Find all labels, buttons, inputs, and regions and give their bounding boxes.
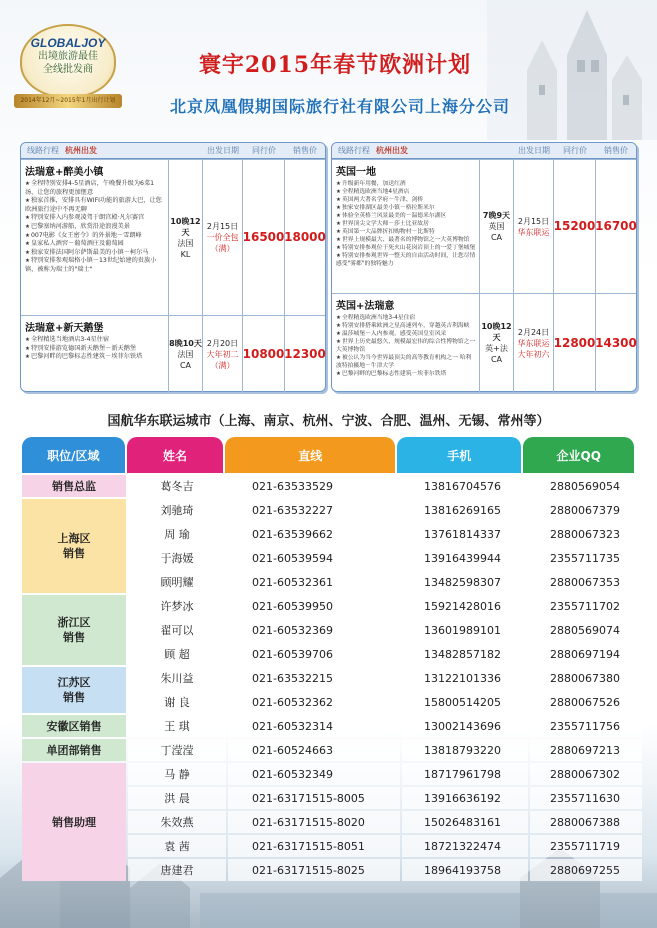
header-date: 出发日期: [207, 146, 239, 155]
departure-status: （满）: [210, 360, 235, 370]
contact-mobile: 13916636192: [402, 787, 528, 809]
logo-brand: GLOBALJOY: [30, 36, 106, 50]
contact-name: 朱川益: [128, 667, 226, 689]
trip-duration: 7晚9天: [482, 211, 511, 220]
contact-phone: 021-63533529: [228, 475, 400, 497]
logo-slogan-line2: 全线批发商: [43, 64, 93, 75]
sale-price: 14300: [595, 335, 637, 350]
product-highlights: [25, 180, 165, 275]
contact-name: 顾 超: [128, 643, 226, 665]
sale-price: 18000: [284, 230, 326, 244]
contact-table-header: [22, 437, 634, 473]
departure-date: 2月15日: [517, 216, 550, 226]
logo-badge: [14, 18, 122, 114]
sale-price: 12300: [284, 346, 326, 361]
highlight: ★ 独家首推，安排具有WIFI功能的旅游大巴，让您欧洲旅行途中不再无聊: [25, 197, 165, 214]
contact-phone: 021-60524663: [228, 739, 400, 761]
contact-row: [128, 547, 642, 569]
contact-row: [128, 571, 642, 593]
contact-phone: 021-60539594: [228, 547, 400, 569]
highlight: ★ 被公认为当今世界最顶尖的高等教育机构之一 哈利波特拍摄地－牛津大学: [336, 354, 476, 370]
contact-qq: 2355711702: [530, 595, 642, 617]
contact-row: [128, 715, 642, 737]
trip-airline: CA: [490, 233, 503, 242]
departure-date: 2月20日: [206, 338, 239, 348]
contact-name: 丁滢滢: [128, 739, 226, 761]
contact-qq: 2880697255: [530, 859, 642, 881]
departure-info: [514, 294, 554, 392]
contact-group-label: 销售总监: [22, 475, 126, 497]
departure-date: 2月15日: [206, 222, 239, 231]
highlight: ★ 特别安排参观瑞格小镇－13世纪始建的贵族小镇，被称为瑞士的"瑞士": [25, 257, 165, 274]
trip-airline: KL: [180, 249, 191, 259]
sale-price: 16700: [595, 219, 637, 233]
contact-phone: 021-60539706: [228, 643, 400, 665]
contact-mobile: 13122101336: [402, 667, 528, 689]
contact-qq: 2355711735: [530, 547, 642, 569]
contact-row: [128, 595, 642, 617]
trip-info: [480, 294, 514, 392]
trip-duration: 10晚12天: [170, 216, 201, 237]
contact-qq: 2880697213: [530, 739, 642, 761]
contact-mobile: 18964193758: [402, 859, 528, 881]
highlight: ★ 体验全英格兰风景最美的－温德米尔湖区: [336, 212, 476, 220]
contact-row: [128, 787, 642, 809]
departure-note: 一价全包: [206, 233, 239, 242]
contact-name: 周 瑜: [128, 523, 226, 545]
left-product-panel: [20, 142, 326, 392]
highlight: ★ 特别安排参观世界一整天的自由活动时间，让您尽情感受"雾都"的独特魅力: [336, 252, 476, 268]
trip-duration: 10晚12天: [481, 322, 512, 342]
departure-note: 华东联运: [517, 338, 550, 348]
departure-status: （满）: [210, 244, 235, 253]
product-name: 英国一地: [336, 167, 376, 178]
contact-row: [128, 523, 642, 545]
contact-phone: 021-60532349: [228, 763, 400, 785]
logo-medallion: [20, 24, 116, 98]
product-row: [332, 293, 636, 392]
product-name: 英国+法瑞意: [336, 301, 395, 312]
contact-phone: 021-63171515-8020: [228, 811, 400, 833]
contact-mobile: 13916439944: [402, 547, 528, 569]
departure-info: [203, 316, 243, 392]
contact-row: [128, 739, 642, 761]
departure-info: [514, 160, 554, 293]
peer-price: 16500: [243, 160, 285, 315]
contact-mobile: 13482598307: [402, 571, 528, 593]
contact-name: 袁 茜: [128, 835, 226, 857]
castle-illustration: [487, 0, 657, 140]
highlight: ★ 英国第一大品牌折扣购物村－比斯特: [336, 228, 476, 236]
header-sale-price: 销售价: [293, 146, 317, 155]
contact-row: [128, 619, 642, 641]
contact-mobile: 13482857182: [402, 643, 528, 665]
contact-row: [128, 643, 642, 665]
highlight: ★ 皇家私人酒窖－葡萄酒庄及葡萄园: [25, 240, 165, 249]
contact-name: 朱效燕: [128, 811, 226, 833]
header-route: 线路行程: [338, 146, 370, 155]
contact-name: 刘驰琦: [128, 499, 226, 521]
col-header-qq: 企业QQ: [523, 437, 634, 473]
contact-phone: 021-63539662: [228, 523, 400, 545]
contact-mobile: 15921428016: [402, 595, 528, 617]
contact-name: 谢 良: [128, 691, 226, 713]
connecting-cities-heading: 国航华东联运城市（上海、南京、杭州、宁波、合肥、温州、无锡、常州等）: [107, 414, 550, 429]
trip-airline: CA: [490, 355, 503, 364]
contact-name: 许梦冰: [128, 595, 226, 617]
highlight: ★ 全程特别安排4-5星酒店，午晚餐升级为6菜1汤，让您的旅程更加惬意: [25, 180, 165, 197]
highlight: ★ 全程精选欧洲当地3-4星住宿: [336, 314, 476, 322]
highlight: ★ 英国两大著名学府－牛津、剑桥: [336, 196, 476, 204]
contact-name: 洪 晨: [128, 787, 226, 809]
departure-note: 大年初二: [206, 349, 239, 359]
contact-phone: 021-63532215: [228, 667, 400, 689]
contact-qq: 2880067526: [530, 691, 642, 713]
highlight: ★ 世界上历史最悠久、规模最宏伟的综合性博物馆之一大英博物馆: [336, 338, 476, 354]
product-row: [332, 159, 636, 293]
col-header-region: 职位/区域: [22, 437, 125, 473]
departure-note: 华东联运: [517, 227, 550, 237]
contact-qq: 2880067302: [530, 763, 642, 785]
contact-name: 于海媛: [128, 547, 226, 569]
col-header-mobile: 手机: [397, 437, 521, 473]
contact-name: 马 静: [128, 763, 226, 785]
highlight: ★ 独家安排湖区最美小镇－格拉斯米尔: [336, 204, 476, 212]
trip-destination: 英国: [488, 222, 505, 231]
header-city: 杭州出发: [65, 146, 97, 155]
peer-price: 15200: [554, 160, 596, 293]
highlight: ★ 007电影《女王密令》的外景地－雪朗峰: [25, 232, 165, 241]
contact-qq: 2880067380: [530, 667, 642, 689]
contact-qq: 2880067388: [530, 811, 642, 833]
contact-qq: 2355711719: [530, 835, 642, 857]
trip-info: [480, 160, 514, 293]
contact-mobile: 13816269165: [402, 499, 528, 521]
peer-price: 12800: [554, 294, 596, 392]
contact-qq: 2355711756: [530, 715, 642, 737]
trip-airline: CA: [179, 360, 192, 370]
contact-qq: 2355711630: [530, 787, 642, 809]
contact-row: [128, 811, 642, 833]
contact-row: [128, 499, 642, 521]
header-peer-price: 同行价: [563, 146, 587, 155]
highlight: ★ 全程精选欧洲当地4星酒店: [336, 188, 476, 196]
contact-mobile: 13761814337: [402, 523, 528, 545]
contact-row: [128, 691, 642, 713]
contact-mobile: 13816704576: [402, 475, 528, 497]
contact-group-label: 安徽区销售: [22, 715, 126, 737]
contact-name: 王 琪: [128, 715, 226, 737]
contact-table-body: [22, 475, 634, 883]
contact-qq: 2880697194: [530, 643, 642, 665]
right-product-panel: [331, 142, 637, 392]
contact-mobile: 18717961798: [402, 763, 528, 785]
header-city: 杭州出发: [376, 146, 408, 155]
departure-status: 大年初六: [517, 349, 550, 359]
highlight: ★ 世界上规模最大、最著名的博物馆之一大英博物馆: [336, 236, 476, 244]
departure-date: 2月24日: [517, 327, 550, 337]
contact-phone: 021-60532361: [228, 571, 400, 593]
trip-duration: 8晚10天: [169, 338, 202, 348]
product-highlights: [25, 336, 165, 362]
contact-name: 顾明耀: [128, 571, 226, 593]
contact-name: 葛冬吉: [128, 475, 226, 497]
product-row: [21, 159, 325, 315]
contact-mobile: 13601989101: [402, 619, 528, 641]
contact-phone: 021-60539950: [228, 595, 400, 617]
trip-info: [169, 160, 203, 315]
departure-info: [203, 160, 243, 315]
col-header-phone: 直线: [225, 437, 395, 473]
contact-phone: 021-60532369: [228, 619, 400, 641]
header-route: 线路行程: [27, 146, 59, 155]
product-highlights: [336, 180, 476, 268]
contact-row: [128, 475, 642, 497]
contact-mobile: 13818793220: [402, 739, 528, 761]
contact-mobile: 18721322474: [402, 835, 528, 857]
header-sale-price: 销售价: [604, 146, 628, 155]
contact-mobile: 15026483161: [402, 811, 528, 833]
header-peer-price: 同行价: [252, 146, 276, 155]
contact-group-label: 单团部销售: [22, 739, 126, 761]
page-title: 寰宇2015年春节欧洲计划: [198, 52, 472, 78]
highlight: ★ 升级新年用餐，加送红酒: [336, 180, 476, 188]
contact-phone: 021-60532314: [228, 715, 400, 737]
logo-slogan-line1: 出境旅游最佳: [38, 51, 98, 62]
peer-price: 10800: [243, 316, 285, 392]
highlight: ★ 特别安排搭乘欧洲之星高速列车，穿越英吉利海峡: [336, 322, 476, 330]
highlight: ★ 温莎城堡－入内参观，感受英国皇室风采: [336, 330, 476, 338]
highlight: ★ 世界顶尖文学大师－莎士比亚故居: [336, 220, 476, 228]
contact-qq: 2880569074: [530, 619, 642, 641]
contact-phone: 021-63171515-8025: [228, 859, 400, 881]
contact-name: 唐建君: [128, 859, 226, 881]
col-header-name: 姓名: [127, 437, 224, 473]
logo-ribbon: 2014年12月~2015年1月出行计划: [14, 94, 122, 108]
contact-qq: 2880569054: [530, 475, 642, 497]
panel-header: [332, 143, 636, 159]
contact-phone: 021-60532362: [228, 691, 400, 713]
contact-row: [128, 763, 642, 785]
highlight: ★ 巴黎塞纳河游船，欣赏沿途浪漫美景: [25, 223, 165, 232]
contact-group-label: 上海区 销售: [22, 499, 126, 593]
product-highlights: [336, 314, 476, 378]
product-name: 法瑞意+醉美小镇: [25, 167, 104, 178]
product-row: [21, 315, 325, 392]
company-name: 北京凤凰假期国际旅行社有限公司上海分公司: [169, 97, 510, 116]
trip-info: [169, 316, 203, 392]
highlight: ★ 巴黎河畔的巴黎标志性建筑－埃菲尔铁塔: [336, 370, 476, 378]
contact-phone: 021-63171515-8005: [228, 787, 400, 809]
contact-qq: 2880067323: [530, 523, 642, 545]
contact-table: [22, 437, 634, 883]
highlight: ★ 特别安排参观位于死火山花岗岩顶上的一爱丁堡城堡: [336, 244, 476, 252]
trip-destination: 法国: [177, 238, 194, 248]
trip-destination: 英+法: [485, 344, 508, 353]
contact-row: [128, 859, 642, 881]
contact-row: [128, 667, 642, 689]
panel-header: [21, 143, 325, 159]
highlight: ★ 特别安排入内参观凌驾于朗宫殿·凡尔赛宫: [25, 214, 165, 223]
product-name: 法瑞意+新天鹅堡: [25, 323, 104, 334]
highlight: ★ 全程精选当地酒店3-4星住宿: [25, 336, 165, 345]
contact-row: [128, 835, 642, 857]
contact-group-label: 销售助理: [22, 763, 126, 881]
contact-qq: 2880067353: [530, 571, 642, 593]
trip-destination: 法国: [177, 349, 194, 359]
header-date: 出发日期: [518, 146, 550, 155]
highlight: ★ 巴黎河畔的巴黎标志性建筑－埃菲尔铁塔: [25, 353, 165, 362]
contact-mobile: 15800514205: [402, 691, 528, 713]
contact-group-label: 江苏区 销售: [22, 667, 126, 713]
contact-mobile: 13002143696: [402, 715, 528, 737]
contact-phone: 021-63171515-8051: [228, 835, 400, 857]
contact-qq: 2880067379: [530, 499, 642, 521]
highlight: ★ 特别安排游览德国新天鹅堡－新天鹅堡: [25, 345, 165, 354]
contact-name: 翟可以: [128, 619, 226, 641]
contact-phone: 021-63532227: [228, 499, 400, 521]
highlight: ★ 独家安排法国阿尔萨斯最美的小镇－柯尔马: [25, 249, 165, 258]
contact-group-label: 浙江区 销售: [22, 595, 126, 665]
